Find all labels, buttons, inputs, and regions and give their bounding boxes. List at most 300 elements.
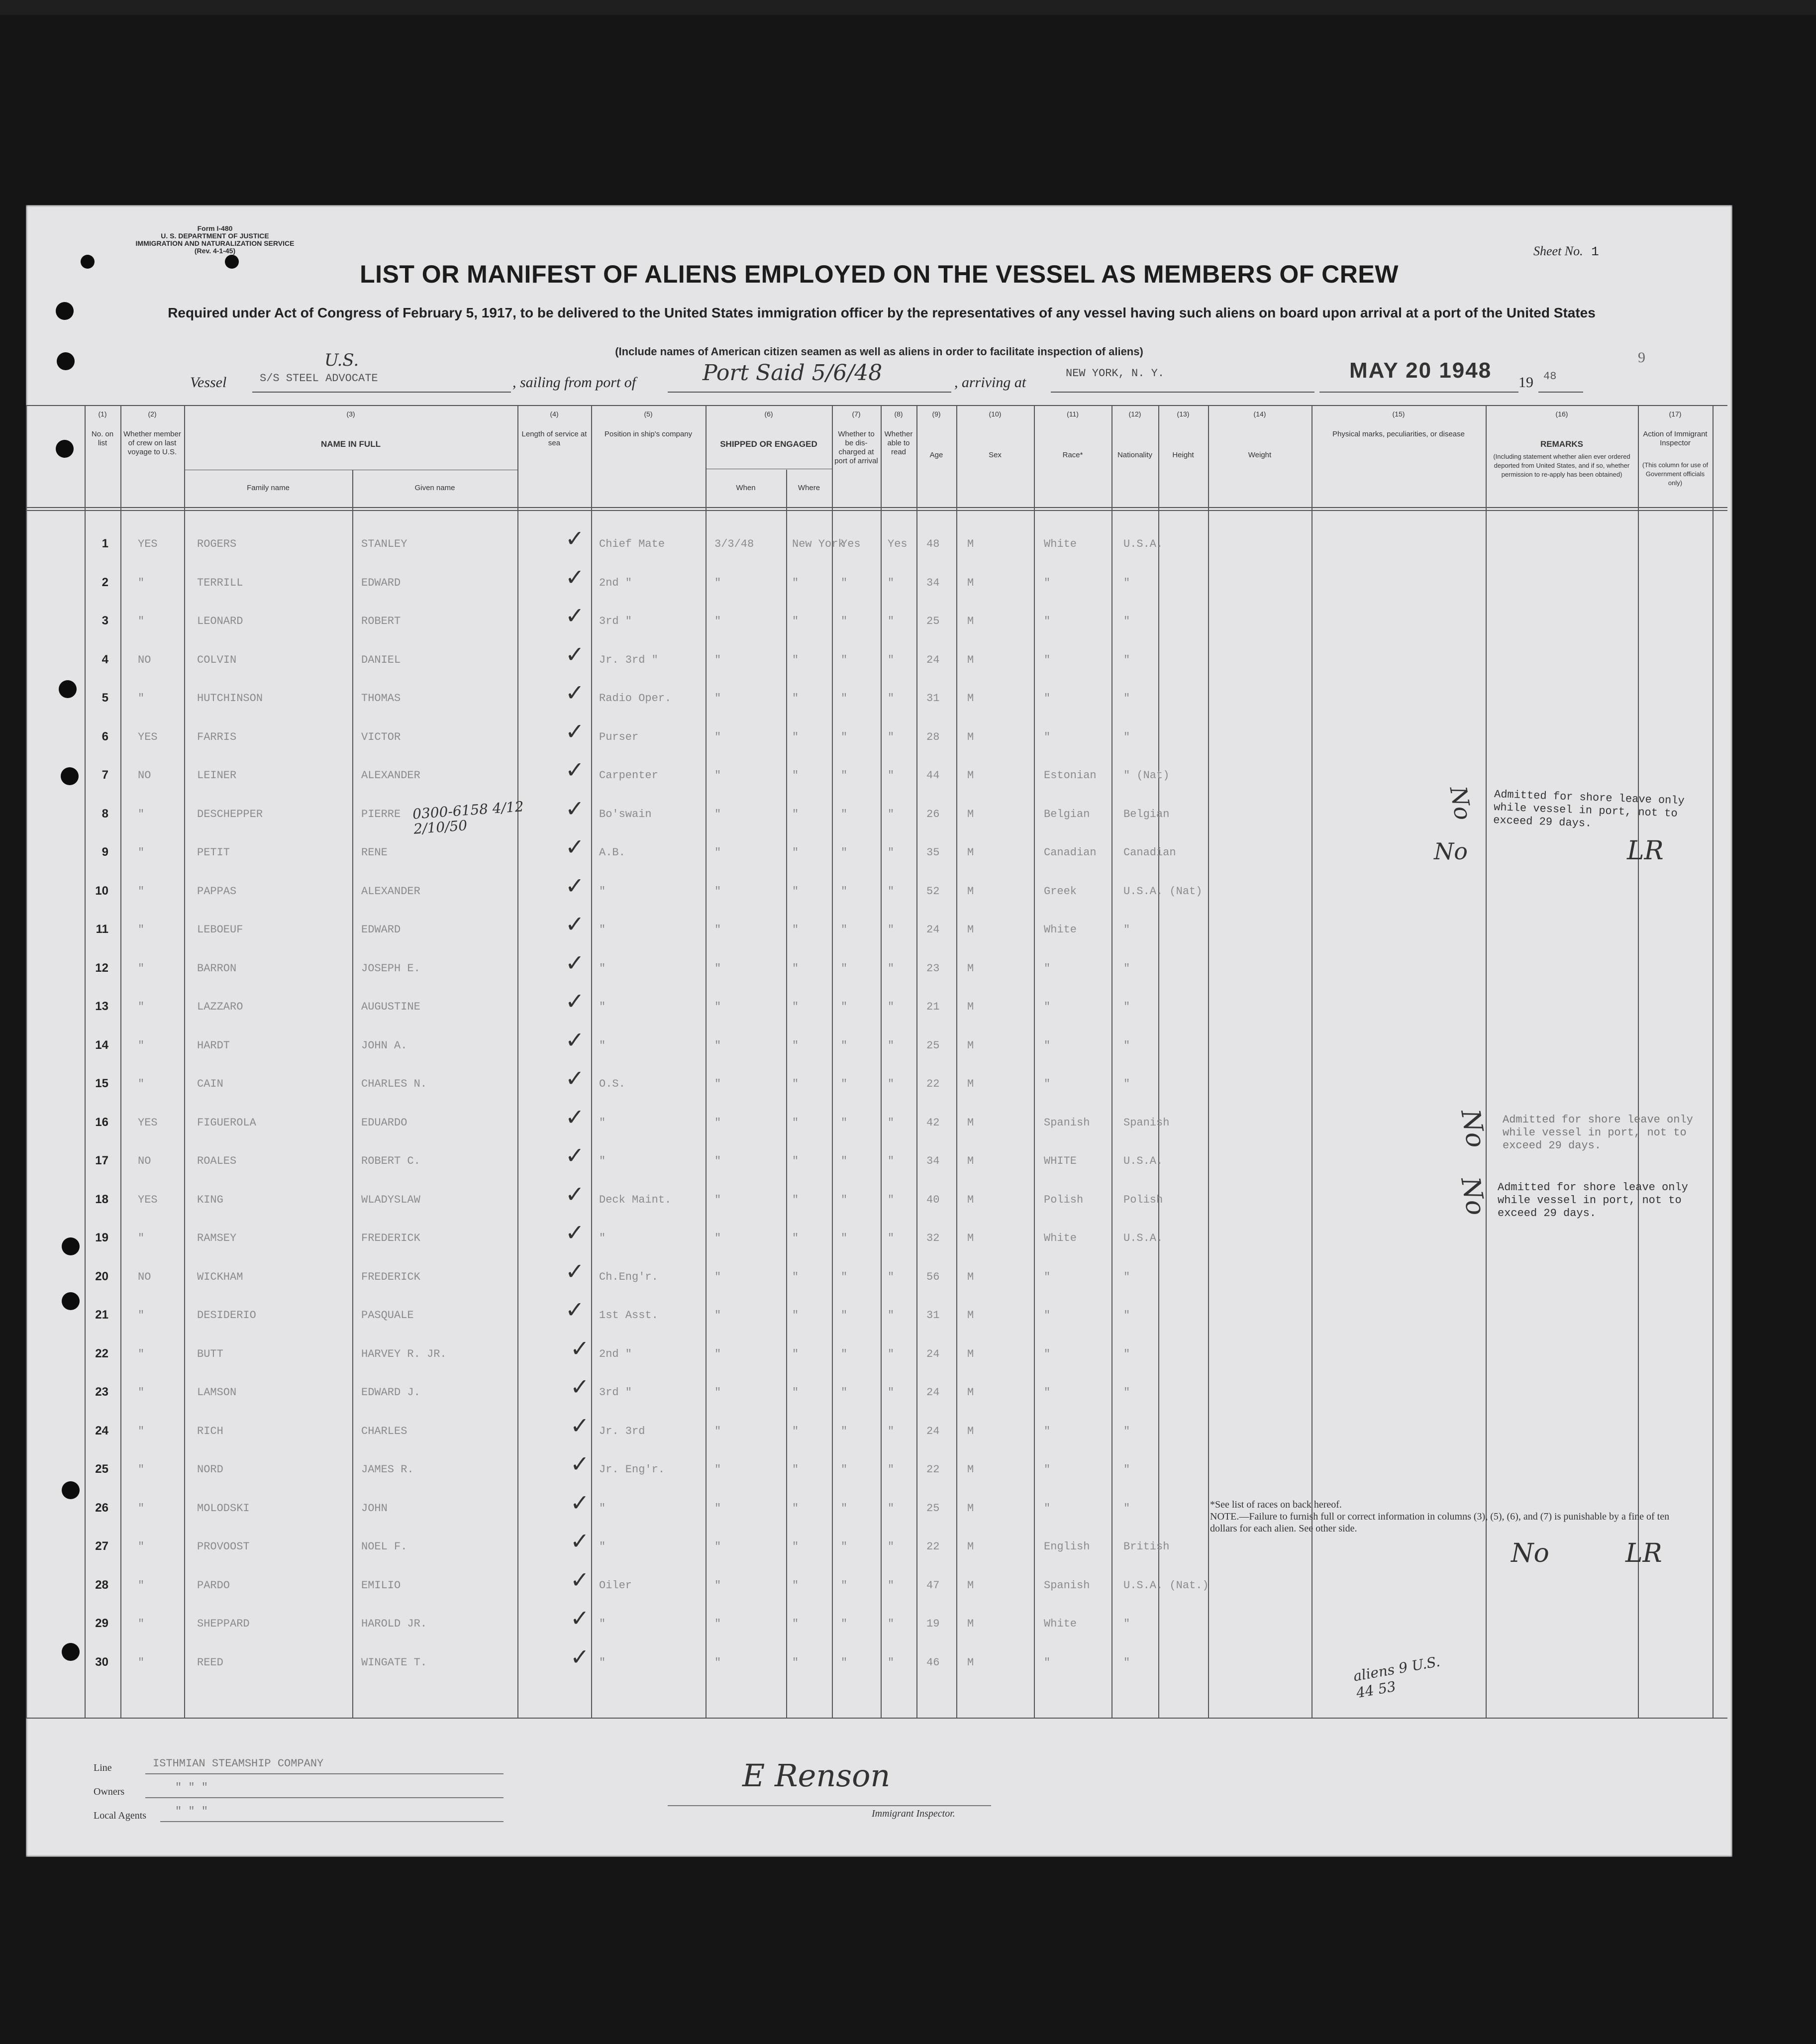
owners-label: Owners — [94, 1786, 125, 1797]
cell-read: " — [888, 1155, 895, 1167]
cell-race: Polish — [1044, 1193, 1084, 1206]
table-column-rule — [120, 405, 121, 1718]
cell-race: Spanish — [1044, 1579, 1090, 1592]
cell-family: WICKHAM — [197, 1270, 243, 1283]
page-subtitle: Required under Act of Congress of February 5, 1917, to be delivered to the United States immigration officer by the representatives of any vessel having such aliens on board upon arrival at a port of the United States — [168, 305, 1596, 320]
cell-read: " — [888, 1347, 895, 1360]
cell-when: " — [714, 769, 721, 782]
cell-read: " — [888, 1386, 895, 1399]
cell-given: EDWARD J. — [361, 1386, 420, 1399]
cell-given: DANIEL — [361, 653, 401, 666]
cell-where: " — [792, 1270, 799, 1283]
cell-read: " — [888, 1540, 895, 1553]
cell-nat: U.S.A. (Nat.) — [1123, 1579, 1209, 1592]
cell-where: " — [792, 1502, 799, 1515]
check-mark: ✓ — [565, 1296, 585, 1323]
agents-underline — [160, 1821, 504, 1822]
column-number: (13) — [1177, 410, 1190, 418]
cell-dis: " — [841, 1116, 848, 1129]
cell-dis: " — [841, 1078, 848, 1090]
cell-sex: M — [967, 1618, 974, 1630]
hand-lr: LR — [1627, 836, 1664, 866]
cell-when: 3/3/48 — [714, 538, 754, 550]
column-header: Whether to be dis-charged at port of arrival — [834, 430, 878, 465]
cell-nat: U.S.A. — [1123, 1155, 1163, 1167]
column-number: (3) — [346, 410, 355, 418]
row-number: 24 — [95, 1424, 108, 1437]
cell-where: " — [792, 1232, 799, 1244]
cell-when: " — [714, 730, 721, 743]
cell-nat: U.S.A. — [1123, 1232, 1163, 1244]
column-header: Nationality — [1117, 451, 1153, 459]
cell-where: " — [792, 1540, 799, 1553]
table-column-rule — [1713, 405, 1714, 1718]
check-mark: ✓ — [570, 1373, 590, 1400]
cell-nat: U.S.A. — [1123, 538, 1163, 550]
cell-sex: M — [967, 846, 974, 859]
cell-dis: " — [841, 1001, 848, 1013]
cell-pos: " — [599, 962, 606, 975]
cell-age: 24 — [926, 1425, 940, 1437]
action-note: (This column for use of Government officials only) — [1642, 461, 1709, 487]
check-mark: ✓ — [565, 1257, 585, 1285]
cell-nat: " (Nat) — [1123, 769, 1170, 782]
year-underline — [1538, 392, 1583, 393]
cell-age: 24 — [926, 1386, 940, 1399]
cell-given: WINGATE T. — [361, 1656, 427, 1669]
cell-given: RENE — [361, 846, 388, 859]
film-edge — [0, 0, 1816, 15]
cell-when: " — [714, 1232, 721, 1244]
cell-when: " — [714, 1116, 721, 1129]
cell-dis: " — [841, 846, 848, 859]
cell-family: LEBOEUF — [197, 923, 243, 936]
cell-read: " — [888, 1078, 895, 1090]
cell-pos: Jr. 3rd — [599, 1425, 645, 1437]
cell-read: " — [888, 1656, 895, 1669]
cell-sex: M — [967, 1309, 974, 1322]
cell-sex: M — [967, 1425, 974, 1437]
shore-leave-remark: Admitted for shore leave only while vessel in port, not to exceed 29 days. — [1493, 788, 1685, 830]
cell-prev: " — [138, 1540, 145, 1553]
cell-pos: Jr. 3rd " — [599, 653, 658, 666]
row-number: 4 — [101, 652, 108, 666]
cell-when: " — [714, 885, 721, 898]
cell-where: " — [792, 1347, 799, 1360]
cell-race: " — [1044, 1386, 1051, 1399]
cell-sex: M — [967, 730, 974, 743]
cell-when: " — [714, 1463, 721, 1476]
hand-tally: aliens 9 U.S. 44 53 — [1352, 1653, 1441, 1702]
hand-lr: LR — [1625, 1538, 1662, 1568]
cell-read: " — [888, 1618, 895, 1630]
cell-dis: " — [841, 962, 848, 975]
row-number: 26 — [95, 1501, 108, 1515]
column-number: (14) — [1253, 410, 1266, 418]
cell-age: 23 — [926, 962, 940, 975]
cell-given: FREDERICK — [361, 1232, 420, 1244]
cell-family: PROVOOST — [197, 1540, 250, 1553]
cell-read: " — [888, 692, 895, 705]
row-number: 19 — [95, 1231, 108, 1244]
cell-race: " — [1044, 1463, 1051, 1476]
cell-nat: Spanish — [1123, 1116, 1170, 1129]
check-mark: ✓ — [565, 795, 585, 822]
check-mark: ✓ — [565, 1219, 585, 1246]
cell-pos: Chief Mate — [599, 538, 665, 550]
hand-code: 0300-6158 4/12 2/10/50 — [412, 798, 524, 837]
cell-nat: Polish — [1123, 1193, 1163, 1206]
cell-family: FIGUEROLA — [197, 1116, 256, 1129]
column-header: Whether able to read — [884, 430, 913, 456]
footnote-fine: NOTE.—Failure to furnish full or correct information in columns (3), (5), (6), and (7) is punishable by a fine of ten dollars for each alien. See other side. — [1210, 1511, 1670, 1534]
cell-prev: " — [138, 923, 145, 936]
cell-prev: " — [138, 1502, 145, 1515]
cell-family: TERRILL — [197, 576, 243, 589]
cell-given: EDUARDO — [361, 1116, 407, 1129]
form-header — [115, 225, 314, 255]
cell-pos: Radio Oper. — [599, 692, 672, 705]
cell-read: " — [888, 1039, 895, 1052]
table-column-rule — [786, 470, 787, 1718]
cell-race: " — [1044, 1078, 1051, 1090]
column-header: Whether member of crew on last voyage to U.S. — [123, 430, 181, 456]
cell-race: " — [1044, 962, 1051, 975]
cell-race: Canadian — [1044, 846, 1097, 859]
cell-read: " — [888, 1001, 895, 1013]
cell-prev: YES — [138, 1193, 158, 1206]
cell-age: 42 — [926, 1116, 940, 1129]
cell-family: ROGERS — [197, 538, 237, 550]
cell-nat: " — [1123, 1039, 1130, 1052]
cell-where: " — [792, 1039, 799, 1052]
cell-race: " — [1044, 653, 1051, 666]
cell-age: 44 — [926, 769, 940, 782]
cell-nat: " — [1123, 1656, 1130, 1669]
cell-dis: " — [841, 1039, 848, 1052]
row-number: 15 — [95, 1077, 108, 1090]
cell-nat: " — [1123, 653, 1130, 666]
cell-age: 21 — [926, 1001, 940, 1013]
cell-pos: " — [599, 923, 606, 936]
cell-nat: " — [1123, 1270, 1130, 1283]
hand-no: No — [1455, 1174, 1491, 1218]
column-header: Weight — [1248, 451, 1272, 459]
column-header: Position in ship's company — [604, 430, 693, 438]
cell-sex: M — [967, 1232, 974, 1244]
cell-age: 26 — [926, 808, 940, 820]
row-number: 29 — [95, 1617, 108, 1630]
cell-when: " — [714, 1270, 721, 1283]
arriving-underline — [1051, 392, 1314, 393]
cell-when: " — [714, 1309, 721, 1322]
row-number: 7 — [101, 768, 108, 782]
cell-dis: " — [841, 1155, 848, 1167]
cell-family: ROALES — [197, 1155, 237, 1167]
when-header: When — [736, 484, 756, 492]
column-header: Action of Immigrant Inspector — [1643, 430, 1708, 447]
cell-sex: M — [967, 1193, 974, 1206]
cell-age: 24 — [926, 923, 940, 936]
cell-where: " — [792, 1193, 799, 1206]
cell-given: HAROLD JR. — [361, 1618, 427, 1630]
cell-read: " — [888, 962, 895, 975]
cell-sex: M — [967, 923, 974, 936]
shore-leave-remark: Admitted for shore leave only while vessel in port, not to exceed 29 days. — [1503, 1114, 1693, 1152]
cell-given: ROBERT C. — [361, 1155, 420, 1167]
cell-when: " — [714, 1386, 721, 1399]
remarks-note: (Including statement whether alien ever ordered deported from United States, and if so, whether permission to re-apply has been obtained) — [1493, 453, 1630, 478]
cell-pos: Bo'swain — [599, 808, 652, 820]
corner-mark: 9 — [1638, 349, 1645, 366]
cell-family: FARRIS — [197, 730, 237, 743]
cell-age: 22 — [926, 1078, 940, 1090]
cell-where: " — [792, 1618, 799, 1630]
hand-no: No — [1444, 784, 1477, 822]
inspector-label: Immigrant Inspector. — [872, 1808, 955, 1819]
cell-age: 25 — [926, 1039, 940, 1052]
vessel-label: Vessel — [190, 374, 227, 391]
cell-given: AUGUSTINE — [361, 1001, 420, 1013]
cell-given: JOHN — [361, 1502, 388, 1515]
cell-prev: " — [138, 885, 145, 898]
cell-when: " — [714, 1001, 721, 1013]
cell-sex: M — [967, 1502, 974, 1515]
cell-where: " — [792, 769, 799, 782]
check-mark: ✓ — [570, 1489, 590, 1516]
sailing-underline — [668, 392, 951, 393]
cell-pos: Oiler — [599, 1579, 632, 1592]
cell-dis: " — [841, 1540, 848, 1553]
cell-race: " — [1044, 1039, 1051, 1052]
cell-prev: " — [138, 846, 145, 859]
cell-when: " — [714, 615, 721, 627]
cell-sex: M — [967, 653, 974, 666]
punch-hole — [56, 302, 74, 320]
row-number: 11 — [96, 922, 108, 936]
table-column-rule — [1208, 405, 1209, 1718]
cell-dis: " — [841, 808, 848, 820]
cell-nat: " — [1123, 576, 1130, 589]
table-column-rule — [916, 405, 917, 1718]
cell-when: " — [714, 692, 721, 705]
given-name-header: Given name — [414, 484, 455, 492]
cell-prev: YES — [138, 730, 158, 743]
row-number: 2 — [101, 575, 108, 589]
cell-dis: " — [841, 1579, 848, 1592]
cell-given: WLADYSLAW — [361, 1193, 420, 1206]
cell-family: HUTCHINSON — [197, 692, 263, 705]
cell-prev: " — [138, 962, 145, 975]
cell-sex: M — [967, 769, 974, 782]
cell-given: JOHN A. — [361, 1039, 407, 1052]
page-subnote: (Include names of American citizen seamen as well as aliens in order to facilitate inspection of aliens) — [615, 345, 1143, 358]
cell-read: " — [888, 1425, 895, 1437]
cell-family: PARDO — [197, 1579, 230, 1592]
row-number: 30 — [95, 1655, 108, 1669]
column-number: (1) — [98, 410, 107, 418]
cell-family: NORD — [197, 1463, 223, 1476]
cell-read: " — [888, 1502, 895, 1515]
cell-pos: " — [599, 885, 606, 898]
cell-given: CHARLES N. — [361, 1078, 427, 1090]
cell-pos: Purser — [599, 730, 639, 743]
vessel-hand-note: U.S. — [324, 350, 359, 370]
row-number: 5 — [101, 691, 108, 705]
cell-sex: M — [967, 692, 974, 705]
cell-read: " — [888, 769, 895, 782]
row-number: 23 — [95, 1385, 108, 1399]
column-number: (2) — [148, 410, 157, 418]
row-number: 17 — [95, 1154, 108, 1167]
cell-given: STANLEY — [361, 538, 407, 550]
cell-sex: M — [967, 1579, 974, 1592]
cell-when: " — [714, 1425, 721, 1437]
cell-nat: " — [1123, 923, 1130, 936]
cell-nat: " — [1123, 1618, 1130, 1630]
cell-nat: " — [1123, 1386, 1130, 1399]
cell-age: 19 — [926, 1618, 940, 1630]
column-number: (17) — [1669, 410, 1682, 418]
year-label: 19 — [1518, 374, 1533, 391]
cell-given: JOSEPH E. — [361, 962, 420, 975]
cell-pos: Deck Maint. — [599, 1193, 672, 1206]
cell-given: ALEXANDER — [361, 885, 420, 898]
check-mark: ✓ — [570, 1605, 590, 1632]
row-number: 6 — [101, 729, 108, 743]
cell-family: LAMSON — [197, 1386, 237, 1399]
cell-pos: 2nd " — [599, 1347, 632, 1360]
cell-race: Spanish — [1044, 1116, 1090, 1129]
cell-family: REED — [197, 1656, 223, 1669]
cell-dis: " — [841, 1656, 848, 1669]
column-header: Length of service at sea — [521, 430, 587, 447]
row-number: 25 — [95, 1462, 108, 1476]
row-number: 20 — [95, 1269, 108, 1283]
cell-family: MOLODSKI — [197, 1502, 250, 1515]
cell-given: PASQUALE — [361, 1309, 414, 1322]
cell-sex: M — [967, 1386, 974, 1399]
cell-race: English — [1044, 1540, 1090, 1553]
cell-when: " — [714, 1618, 721, 1630]
column-number: (16) — [1555, 410, 1568, 418]
cell-race: Greek — [1044, 885, 1077, 898]
cell-prev: " — [138, 1463, 145, 1476]
cell-read: " — [888, 1463, 895, 1476]
check-mark: ✓ — [565, 911, 585, 937]
cell-where: " — [792, 1078, 799, 1090]
cell-age: 28 — [926, 730, 940, 743]
cell-where: " — [792, 923, 799, 936]
cell-when: " — [714, 1579, 721, 1592]
cell-sex: M — [967, 1347, 974, 1360]
cell-sex: M — [967, 885, 974, 898]
hand-no: No — [1455, 1107, 1491, 1150]
cell-family: LAZZARO — [197, 1001, 243, 1013]
cell-where: " — [792, 1656, 799, 1669]
cell-nat: " — [1123, 1309, 1130, 1322]
table-column-rule — [1111, 405, 1112, 1718]
cell-dis: " — [841, 1502, 848, 1515]
check-mark: ✓ — [565, 563, 585, 591]
cell-race: White — [1044, 1232, 1077, 1244]
column-header: Physical marks, peculiarities, or disease — [1332, 430, 1465, 438]
cell-nat: " — [1123, 615, 1130, 627]
check-mark: ✓ — [565, 1180, 585, 1208]
line-underline — [145, 1773, 504, 1774]
cell-family: PAPPAS — [197, 885, 237, 898]
vessel-value: S/S STEEL ADVOCATE — [260, 372, 378, 385]
agents-value: " " " — [175, 1805, 208, 1818]
cell-given: ALEXANDER — [361, 769, 420, 782]
date-underline — [1319, 392, 1518, 393]
footnote — [1210, 1499, 1688, 1534]
cell-age: 34 — [926, 1155, 940, 1167]
cell-when: " — [714, 653, 721, 666]
cell-prev: " — [138, 692, 145, 705]
table-border-bottom — [26, 1718, 1727, 1719]
cell-dis: " — [841, 1618, 848, 1630]
cell-race: Belgian — [1044, 808, 1090, 820]
shore-leave-remark: Admitted for shore leave only while vessel in port, not to exceed 29 days. — [1498, 1181, 1688, 1220]
cell-race: " — [1044, 1309, 1051, 1322]
cell-where: " — [792, 1579, 799, 1592]
cell-sex: M — [967, 808, 974, 820]
cell-nat: Canadian — [1123, 846, 1176, 859]
cell-age: 52 — [926, 885, 940, 898]
cell-pos: 3rd " — [599, 615, 632, 627]
cell-read: " — [888, 615, 895, 627]
sheet-label: Sheet No. — [1533, 244, 1583, 258]
cell-age: 31 — [926, 1309, 940, 1322]
hand-no: No — [1511, 1538, 1549, 1568]
cell-sex: M — [967, 1463, 974, 1476]
table-column-rule — [881, 405, 882, 1718]
cell-pos: " — [599, 1001, 606, 1013]
manifest-page — [26, 205, 1732, 1857]
table-border-top — [26, 405, 1727, 406]
cell-where: " — [792, 1425, 799, 1437]
arriving-value: NEW YORK, N. Y. — [1066, 367, 1165, 380]
cell-race: " — [1044, 1425, 1051, 1437]
cell-dis: " — [841, 730, 848, 743]
column-header: SHIPPED OR ENGAGED — [720, 439, 817, 449]
cell-where: " — [792, 1155, 799, 1167]
check-mark: ✓ — [565, 872, 585, 899]
cell-pos: " — [599, 1502, 606, 1515]
table-column-rule — [591, 405, 592, 1718]
column-header: Height — [1172, 451, 1194, 459]
cell-nat: " — [1123, 1001, 1130, 1013]
vessel-underline — [252, 392, 511, 393]
cell-prev: " — [138, 576, 145, 589]
cell-race: White — [1044, 1618, 1077, 1630]
table-column-rule — [85, 405, 86, 1718]
page-title: LIST OR MANIFEST OF ALIENS EMPLOYED ON THE VESSEL AS MEMBERS OF CREW — [360, 260, 1399, 288]
cell-nat: " — [1123, 1463, 1130, 1476]
cell-read: " — [888, 1116, 895, 1129]
sheet-value: 1 — [1591, 244, 1599, 259]
check-mark: ✓ — [565, 1065, 585, 1092]
table-column-rule — [517, 405, 518, 1718]
cell-when: " — [714, 808, 721, 820]
line-label: Line — [94, 1762, 112, 1773]
check-mark: ✓ — [565, 1142, 585, 1169]
cell-sex: M — [967, 1270, 974, 1283]
cell-sex: M — [967, 538, 974, 550]
cell-race: " — [1044, 1502, 1051, 1515]
cell-sex: M — [967, 615, 974, 627]
